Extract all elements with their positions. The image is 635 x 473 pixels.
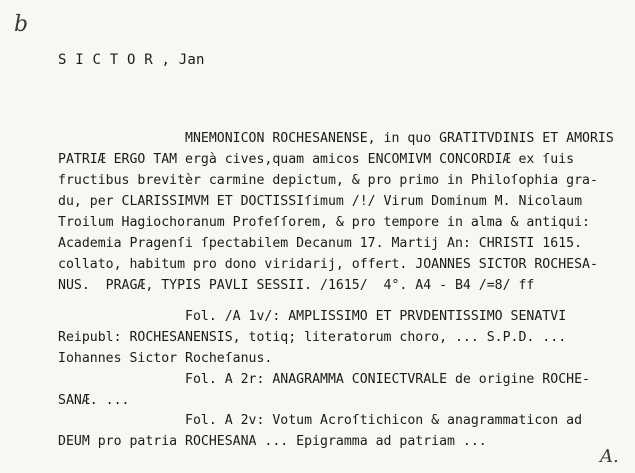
corner-mark: A. xyxy=(600,446,619,467)
text-line: PATRIÆ ERGO TAM ergà cives,quam amicos ENCOMIVM CONCORDIÆ ex ſuis xyxy=(58,152,575,167)
text-line: du, per CLARISSIMVM ET DOCTISSIſimum /!/ Virum Dominum M. Nicolaum xyxy=(58,194,583,209)
text-line: Fol. A 2v: Votum Acroſtichicon & anagrammaticon ad xyxy=(58,413,583,428)
card-heading: S I C T O R , Jan xyxy=(58,52,205,68)
text-line: SANÆ. ... xyxy=(58,393,130,408)
text-line: MNEMONICON ROCHESANENSE, in quo GRATITVDINIS ET AMORIS xyxy=(58,131,614,146)
text-line: DEUM pro patria ROCHESANA ... Epigramma ad patriam ... xyxy=(58,434,487,449)
text-line: collato, habitum pro dono viridarij, offert. JOANNES SICTOR ROCHESA- xyxy=(58,257,598,272)
text-line: Iohannes Sictor Rocheſanus. xyxy=(58,351,273,366)
text-line: NUS. PRAGÆ, TYPIS PAVLI SESSII. /1615/ 4°. A4 - B4 /=8/ ff xyxy=(58,278,535,293)
text-line: Academia Pragenſi ſpectabilem Decanum 17. Martij An: CHRISTI 1615. xyxy=(58,236,583,251)
text-line: fructibus brevitèr carmine depictum, & pro primo in Philoſophia gra- xyxy=(58,173,598,188)
handwritten-mark: b xyxy=(14,12,29,37)
text-line: Fol. /A 1v/: AMPLISSIMO ET PRVDENTISSIMO SENATVI xyxy=(58,309,567,324)
text-line: Reipubl: ROCHESANENSIS, totiq; literatorum choro, ... S.P.D. ... xyxy=(58,330,567,345)
text-line: Fol. A 2r: ANAGRAMMA CONIECTVRALE de origine ROCHE- xyxy=(58,372,590,387)
text-line: Troilum Hagiochoranum Profeſſorem, & pro tempore in alma & antiqui: xyxy=(58,215,590,230)
